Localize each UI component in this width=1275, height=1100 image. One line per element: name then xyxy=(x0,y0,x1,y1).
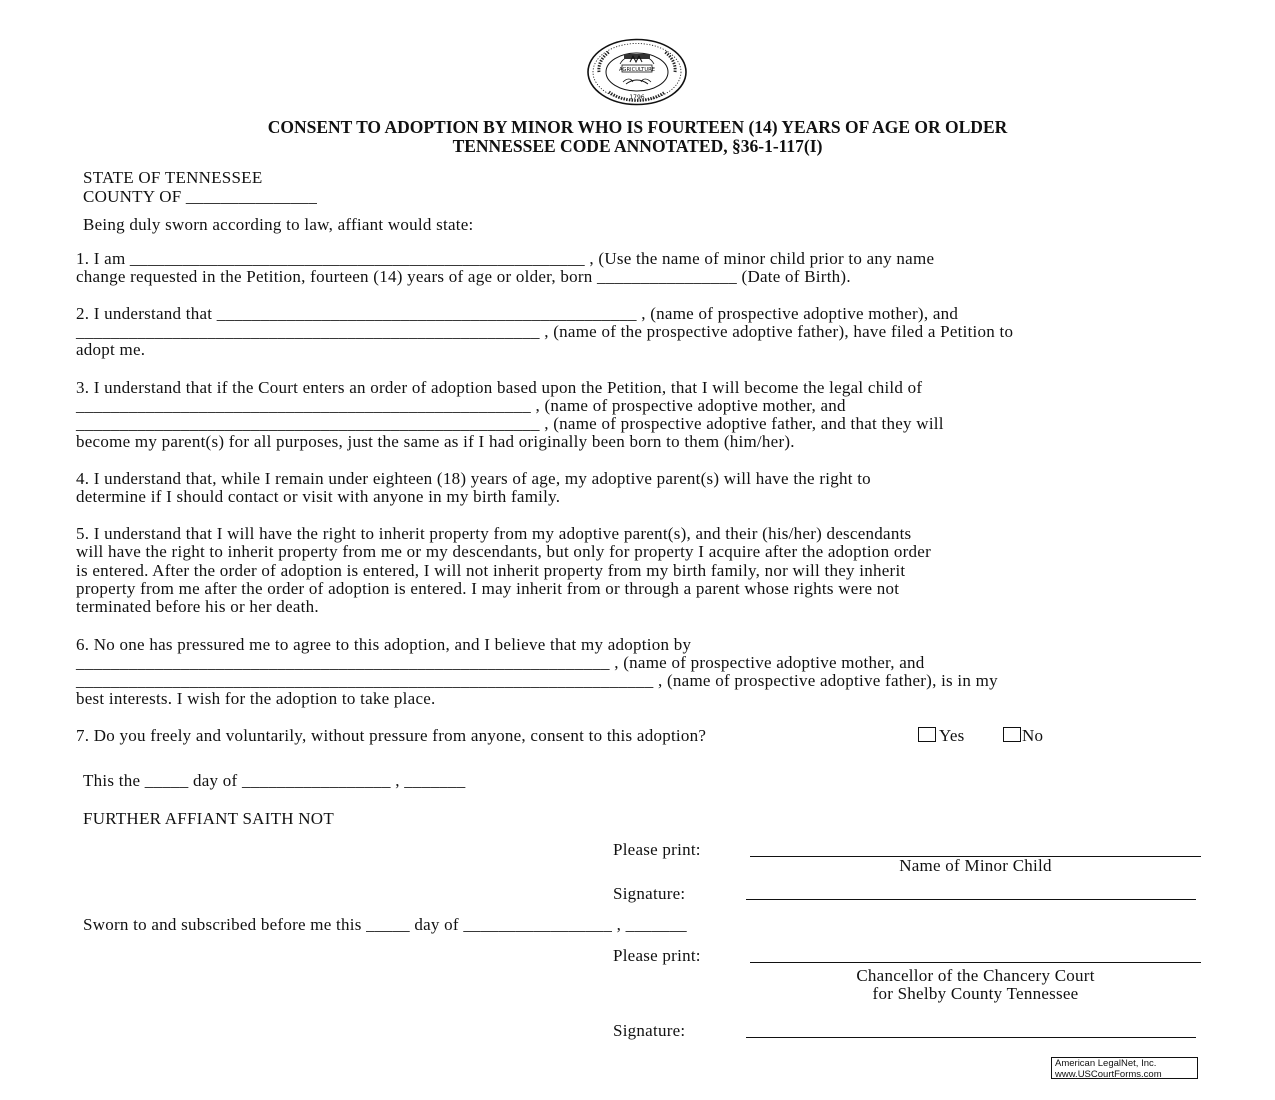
seal-year-text: 1796 xyxy=(629,94,645,101)
yes-label: Yes xyxy=(939,726,965,745)
chancellor-caption-line-1: Chancellor of the Chancery Court xyxy=(856,966,1095,985)
p1-line-1[interactable]: 1. I am ____________________________________________________ , (Use the name of minor child prior to any name xyxy=(76,249,935,268)
sworn-line[interactable]: Sworn to and subscribed before me this _____ day of _________________ , _______ xyxy=(83,915,687,934)
no-label: No xyxy=(1022,726,1044,745)
oath-intro: Being duly sworn according to law, affiant would state: xyxy=(83,215,474,234)
venue-state: STATE OF TENNESSEE xyxy=(83,168,263,187)
p3-line-3[interactable]: _____________________________________________________ , (name of prospective adoptive father, and that they will xyxy=(76,414,944,433)
p1-line-2[interactable]: change requested in the Petition, fourteen (14) years of age or older, born ________________ (Date of Birth). xyxy=(76,267,851,286)
chancellor-caption-line-2: for Shelby County Tennessee xyxy=(872,984,1079,1003)
p5-line-3: is entered. After the order of adoption is entered, I will not inherit property from my birth family, nor will they inherit xyxy=(76,561,906,580)
p6-line-2[interactable]: _____________________________________________________________ , (name of prospective adoptive mother, and xyxy=(76,653,925,672)
state-seal xyxy=(586,38,688,106)
chancellor-signature-field[interactable] xyxy=(746,1037,1196,1038)
p2-line-1[interactable]: 2. I understand that ________________________________________________ , (name of prospective adoptive mother), and xyxy=(76,304,959,323)
p2-line-3: adopt me. xyxy=(76,340,146,359)
p6-line-3[interactable]: __________________________________________________________________ , (name of prospective adoptive father), is in my xyxy=(76,671,998,690)
p3-line-2[interactable]: ____________________________________________________ , (name of prospective adoptive mother, and xyxy=(76,396,846,415)
chancellor-signature-label: Signature: xyxy=(613,1021,686,1040)
p2-line-2[interactable]: _____________________________________________________ , (name of the prospective adoptive father), have filed a Petition to xyxy=(76,322,1014,341)
consent-yes-option[interactable] xyxy=(918,726,965,746)
minor-signature-field[interactable] xyxy=(746,899,1196,900)
publisher-badge xyxy=(1051,1057,1198,1079)
venue-county-field[interactable]: COUNTY OF _______________ xyxy=(83,187,318,206)
p4-line-1: 4. I understand that, while I remain under eighteen (18) years of age, my adoptive parent(s) will have the right to xyxy=(76,469,871,488)
p6-line-1: 6. No one has pressured me to agree to this adoption, and I believe that my adoption by xyxy=(76,635,692,654)
seal-center-text: AGRICULTURE xyxy=(618,67,656,73)
consent-no-option[interactable] xyxy=(1003,726,1043,746)
yes-checkbox[interactable] xyxy=(918,727,936,742)
p6-line-4: best interests. I wish for the adoption to take place. xyxy=(76,689,436,708)
minor-name-caption: Name of Minor Child xyxy=(899,856,1052,875)
p5-line-4: property from me after the order of adoption is entered. I may inherit from or through a parent whose rights were not xyxy=(76,579,900,598)
minor-print-label: Please print: xyxy=(613,840,701,859)
publisher-url: www.USCourtForms.com xyxy=(1055,1068,1162,1080)
p5-line-5: terminated before his or her death. xyxy=(76,597,319,616)
p7-question: 7. Do you freely and voluntarily, without pressure from anyone, consent to this adoption? xyxy=(76,726,707,745)
minor-signature-label: Signature: xyxy=(613,884,686,903)
further-affiant: FURTHER AFFIANT SAITH NOT xyxy=(83,809,334,828)
p5-line-1: 5. I understand that I will have the right to inherit property from my adoptive parent(s), and their (his/her) descendants xyxy=(76,524,912,543)
p4-line-2: determine if I should contact or visit with anyone in my birth family. xyxy=(76,487,561,506)
form-title: CONSENT TO ADOPTION BY MINOR WHO IS FOURTEEN (14) YEARS OF AGE OR OLDER xyxy=(267,117,1008,137)
p5-line-2: will have the right to inherit property from me or my descendants, but only for property I acquire after the adoption order xyxy=(76,542,931,561)
statute-citation: TENNESSEE CODE ANNOTATED, §36-1-117(I) xyxy=(452,136,823,156)
p3-line-1: 3. I understand that if the Court enters an order of adoption based upon the Petition, that I will become the legal child of xyxy=(76,378,923,397)
publisher-name: American LegalNet, Inc. xyxy=(1055,1058,1157,1069)
chancellor-print-label: Please print: xyxy=(613,946,701,965)
chancellor-name-field[interactable] xyxy=(750,962,1201,963)
date-line[interactable]: This the _____ day of _________________ , _______ xyxy=(83,771,466,790)
p3-line-4: become my parent(s) for all purposes, just the same as if I had originally been born to them (him/her). xyxy=(76,432,795,451)
no-checkbox[interactable] xyxy=(1003,727,1021,742)
